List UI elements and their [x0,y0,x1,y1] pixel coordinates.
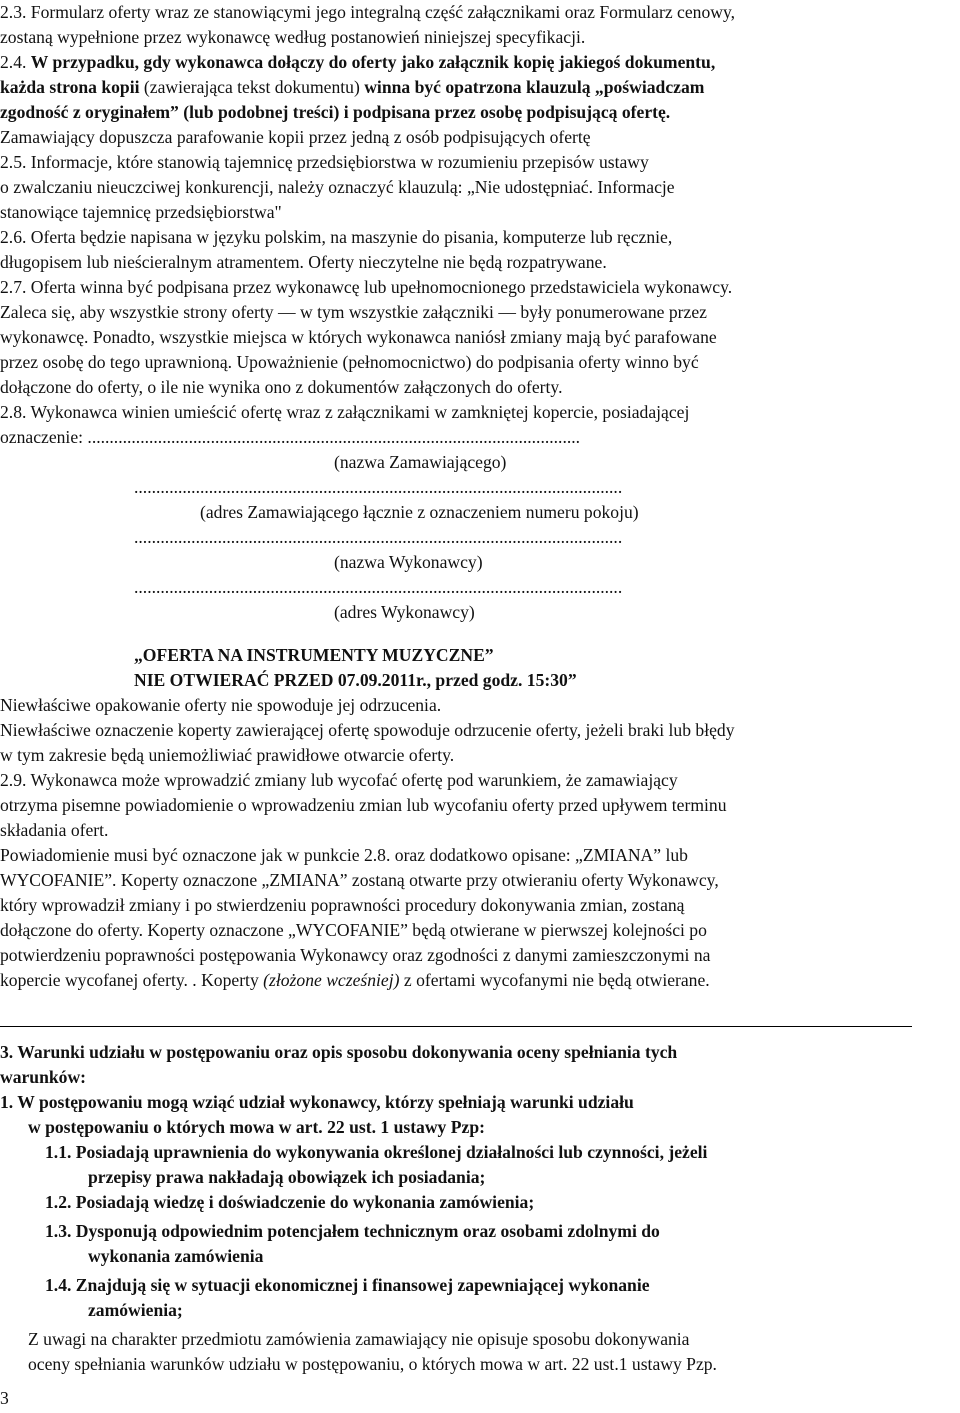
text-line: Z uwagi na charakter przedmiotu zamówienia zamawiający nie opisuje sposobu dokonywania [28,1329,690,1349]
dotted-line: ............................................................................................................... [134,527,623,547]
text-line: 2.7. Oferta winna być podpisana przez wykonawcę lub upełnomocnionego przedstawiciela wykonawcy. [0,277,733,297]
text-line: Niewłaściwe oznaczenie koperty zawierającej ofertę spowoduje odrzucenie oferty, jeżeli braki lub błędy [0,720,735,740]
text-line [0,968,710,992]
text-line: 2.6. Oferta będzie napisana w języku polskim, na maszynie do pisania, komputerze lub ręcznie, [0,227,673,247]
text-line: potwierdzeniu poprawności postępowania Wykonawcy oraz zgodności z danymi zamieszczonymi na [0,945,711,965]
horizontal-rule [0,1026,912,1027]
plain-text: z ofertami wycofanymi nie będą otwierane. [399,970,710,990]
envelope-label: (adres Zamawiającego łącznie z oznaczeniem numeru pokoju) [200,502,639,522]
dotted-line: ............................................................................................................... [134,577,623,597]
list-item: 1.3. Dysponują odpowiednim potencjałem technicznym oraz osobami zdolnymi do [45,1221,660,1241]
bold-text: każda strona kopii [0,77,140,97]
list-item: wykonania zamówienia [88,1246,264,1266]
envelope-label: (nazwa Zamawiającego) [334,452,507,472]
bold-text: winna być opatrzona klauzulą „poświadczam [364,77,705,97]
list-item: w postępowaniu o których mowa w art. 22 ust. 1 ustawy Pzp: [28,1117,485,1137]
text-line: długopisem lub nieścieralnym atramentem. Oferty nieczytelne nie będą rozpatrywane. [0,252,607,272]
list-item: 1.4. Znajdują się w sytuacji ekonomicznej i finansowej zapewniającej wykonanie [45,1275,650,1295]
text-line: Niewłaściwe opakowanie oferty nie spowoduje jej odrzucenia. [0,695,442,715]
text-line: 2.3. Formularz oferty wraz ze stanowiącymi jego integralną część załącznikami oraz Formularz cenowy, [0,2,736,22]
list-item: 1. W postępowaniu mogą wziąć udział wykonawcy, którzy spełniają warunki udziału [0,1092,634,1112]
text-line: dołączone do oferty. Koperty oznaczone „WYCOFANIE” będą otwierane w pierwszej kolejności po [0,920,707,940]
text-line: Zaleca się, aby wszystkie strony oferty — w tym wszystkie załączniki — były ponumerowane przez [0,302,707,322]
section-number: 2.4. [0,52,27,72]
envelope-heading: NIE OTWIERAĆ PRZED 07.09.2011r., przed godz. 15:30” [134,670,577,690]
italic-text: (złożone wcześniej) [263,970,400,990]
text-line: zgodność z oryginałem” (lub podobnej treści) i podpisana przez osobę podpisującą ofertę. [0,102,671,122]
plain-text: (zawierająca tekst dokumentu) [139,77,365,97]
text-line: 2.5. Informacje, które stanowią tajemnicę przedsiębiorstwa w rozumieniu przepisów ustawy [0,152,649,172]
text-line: który wprowadził zmiany i po stwierdzeniu poprawności procedury dokonywania zmian, zostaną [0,895,685,915]
page-number: 3 [0,1388,9,1408]
list-item: przepisy prawa nakładają obowiązek ich posiadania; [88,1167,486,1187]
text-line: wykonawcę. Ponadto, wszystkie miejsca w których wykonawca naniósł zmiany mają być parafowane [0,327,717,347]
text-line: oznaczenie: ................................................................................................................ [0,427,581,447]
bold-text: W przypadku, gdy wykonawca dołączy do oferty jako załącznik kopię jakiegoś dokumentu, [30,52,716,72]
envelope-heading: „OFERTA NA INSTRUMENTY MUZYCZNE” [134,645,494,665]
text-line: w tym zakresie będą uniemożliwiać prawidłowe otwarcie oferty. [0,745,455,765]
list-item: 1.1. Posiadają uprawnienia do wykonywania określonej działalności lub czynności, jeżeli [45,1142,708,1162]
text-line: Powiadomienie musi być oznaczone jak w punkcie 2.8. oraz dodatkowo opisane: „ZMIANA” lub [0,845,688,865]
list-item: 1.2. Posiadają wiedzę i doświadczenie do wykonania zamówienia; [45,1192,535,1212]
envelope-label: (adres Wykonawcy) [334,602,475,622]
text-line: przez osobę do tego uprawnioną. Upoważnienie (pełnomocnictwo) do podpisania oferty winno być [0,352,699,372]
text-line: WYCOFANIE”. Koperty oznaczone „ZMIANA” zostaną otwarte przy otwieraniu oferty Wykonawcy, [0,870,719,890]
plain-text: kopercie wycofanej oferty. . Koperty [0,970,264,990]
text-line: dołączone do oferty, o ile nie wynika ono z dokumentów załączonych do oferty. [0,377,563,397]
text-line: stanowiące tajemnicę przedsiębiorstwa" [0,202,282,222]
text-line [0,75,704,99]
text-line: oceny spełniania warunków udziału w postępowaniu, o których mowa w art. 22 ust.1 ustawy Pzp. [28,1354,717,1374]
text-line: Zamawiający dopuszcza parafowanie kopii przez jedną z osób podpisujących ofertę [0,127,591,147]
text-line: zostaną wypełnione przez wykonawcę według postanowień niniejszej specyfikacji. [0,27,586,47]
text-line: 2.8. Wykonawca winien umieścić ofertę wraz z załącznikami w zamkniętej kopercie, posiadającej [0,402,690,422]
envelope-label: (nazwa Wykonawcy) [334,552,483,572]
text-line: składania ofert. [0,820,109,840]
text-line: o zwalczaniu nieuczciwej konkurencji, należy oznaczyć klauzulą: „Nie udostępniać. Informacje [0,177,675,197]
text-line: otrzyma pisemne powiadomienie o wprowadzeniu zmian lub wycofaniu oferty przed upływem terminu [0,795,727,815]
section-heading: warunków: [0,1067,87,1087]
text-line: 2.9. Wykonawca może wprowadzić zmiany lub wycofać ofertę pod warunkiem, że zamawiający [0,770,678,790]
section-heading: 3. Warunki udziału w postępowaniu oraz opis sposobu dokonywania oceny spełniania tych [0,1042,678,1062]
dotted-line: ............................................................................................................... [134,477,623,497]
text-line [0,50,715,74]
list-item: zamówienia; [88,1300,183,1320]
